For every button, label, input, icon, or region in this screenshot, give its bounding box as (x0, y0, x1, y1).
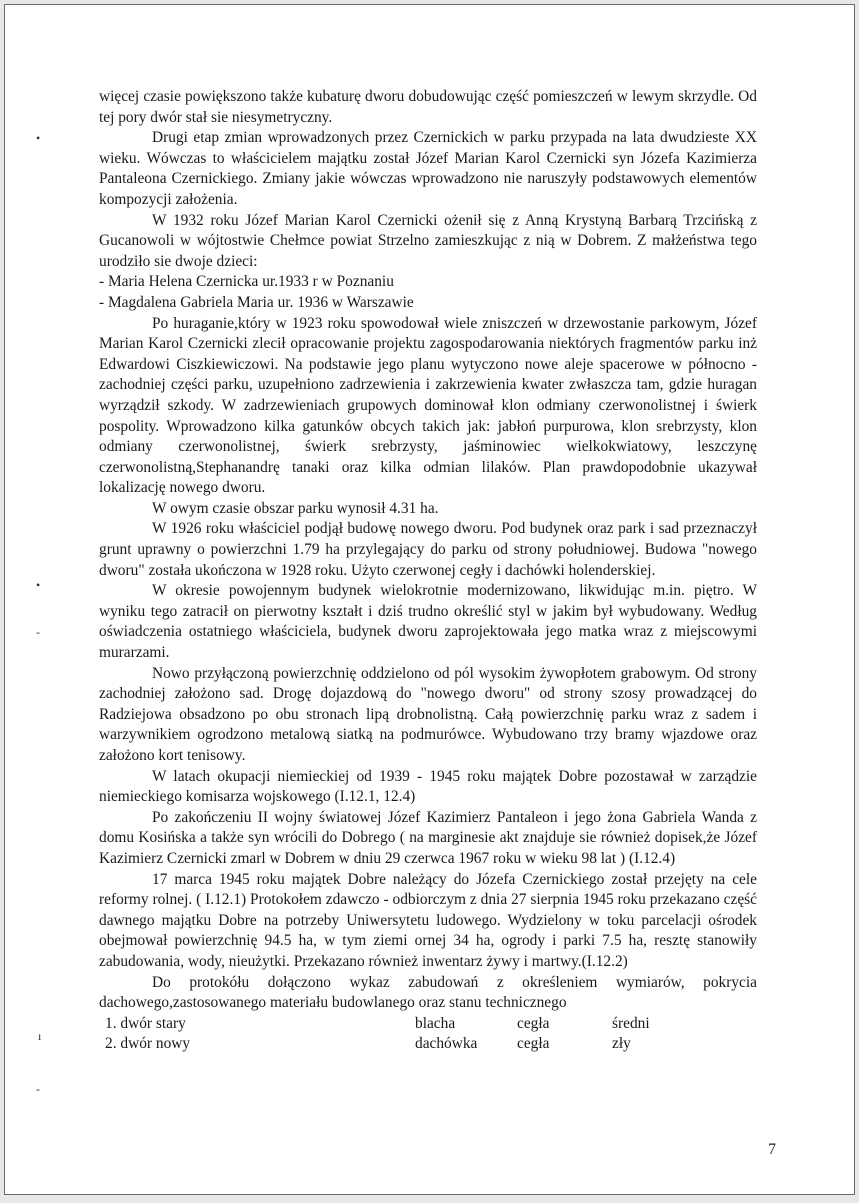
scan-speck: - (36, 1082, 40, 1096)
scan-speck: • (36, 578, 41, 592)
list-item: - Magdalena Gabriela Maria ur. 1936 w Warszawie (99, 293, 414, 311)
building-material: cegła (517, 1014, 550, 1032)
paragraph: W okresie powojennym budynek wielokrotnie modernizowano, likwidując m.in. piętro. W wyniku tego zatracił on pierwotny kształt i dziś trudno określić styl w jakim był wybudowany. Według oświadczenia ostatniego właściciela, budynek dworu zaprojektowała jego matka wraz z miejscowymi murarzami. (99, 582, 757, 662)
table-row (99, 1014, 650, 1035)
scan-speck: ı (38, 1029, 42, 1043)
scan-speck: • (36, 131, 41, 145)
roof-type: dachówka (415, 1035, 478, 1053)
paragraph: 17 marca 1945 roku majątek Dobre należący do Józefa Czernickiego został przejęty na cele reformy rolnej. ( I.12.1) Protokołem zdawczo - odbiorczym z dnia 27 sierpnia 1945 roku przekazano część dawnego majątku Dobre na potrzeby Uniwersytetu ludowego. Wydzielony w toku parcelacji ośrodek obejmował powierzchnię 94.5 ha, w tym ziemi ornej 34 ha, ogrody i parki 7.5 ha, resztę stanowiły zabudowania, wody, nieużytki. Przekazano również inwentarz żywy i martwy.(I.12.2) (99, 870, 757, 970)
paragraph: W owym czasie obszar parku wynosił 4.31 ha. (152, 499, 439, 517)
buildings-table (99, 1014, 650, 1055)
building-name: 1. dwór stary (105, 1014, 186, 1032)
list-item: - Maria Helena Czernicka ur.1933 r w Poznaniu (99, 273, 394, 291)
paragraph: Po zakończeniu II wojny światowej Józef Kazimierz Pantaleon i jego żona Gabriela Wanda z domu Kosińska a także syn wrócili do Dobrego ( na marginesie akt znajduje sie również dopisek,że Józef Kazimierz Czernicki zmarl w Dobrem w dniu 29 czerwca 1967 roku w wieku 98 lat ) (I.12.4) (99, 808, 757, 867)
paragraph: Nowo przyłączoną powierzchnię oddzielono od pól wysokim żywopłotem grabowym. Od strony zachodniej założono sad. Drogę dojazdową do "nowego dworu" od strony szosy prowadzącej do Radziejowa obsadzono po obu stronach lipą drobnolistną. Całą powierzchnię parku wraz z sadem i warzywnikiem ogrodzono metalową siatką na podmurówce. Wybudowano trzy bramy wjazdowe oraz założono kort tenisowy. (99, 664, 757, 764)
document-page (4, 4, 855, 1195)
paragraph: W 1932 roku Józef Marian Karol Czernicki ożenił się z Anną Krystyną Barbarą Trzcińską z Gucanowoli w wójtostwie Chełmce powiat Strzelno zamieszkując z nią w Dobrem. Z małżeństwa tego urodziło sie dwoje dzieci: (99, 211, 757, 270)
table-row (99, 1034, 650, 1055)
scan-speck: - (36, 625, 40, 639)
roof-type: blacha (415, 1014, 456, 1032)
paragraph: więcej czasie powiększono także kubaturę dworu dobudowując część pomieszczeń w lewym skrzydle. Od tej pory dwór stał sie niesymetryczny. (99, 88, 757, 126)
building-material: cegła (517, 1035, 550, 1053)
document-body (99, 87, 757, 1055)
paragraph: W latach okupacji niemieckiej od 1939 - 1945 roku majątek Dobre pozostawał w zarządzie niemieckiego komisarza wojskowego (I.12.1, 12.4) (99, 767, 757, 806)
technical-condition: średni (612, 1014, 650, 1032)
paragraph: W 1926 roku właściciel podjął budowę nowego dworu. Pod budynek oraz park i sad przeznaczył grunt uprawny o powierzchni 1.79 ha przylegający do parku od strony południowej. Budowa "nowego dworu" została ukończona w 1928 roku. Użyto czerwonej cegły i dachówki holenderskiej. (99, 520, 757, 579)
page-number: 7 (768, 1141, 776, 1158)
paragraph: Drugi etap zmian wprowadzonych przez Czernickich w parku przypada na lata dwudzieste XX wieku. Wówczas to właścicielem majątku został Józef Marian Karol Czernicki syn Józefa Kazimierza Pantaleona Czernickiego. Zmiany jakie wówczas wprowadzono nie naruszyły podstawowych elementów kompozycji założenia. (99, 129, 757, 208)
technical-condition: zły (612, 1035, 631, 1053)
paragraph: Do protokółu dołączono wykaz zabudowań z określeniem wymiarów, pokrycia dachowego,zastosowanego materiału budowlanego oraz stanu technicznego (99, 973, 757, 1012)
paragraph: Po huraganie,który w 1923 roku spowodował wiele zniszczeń w drzewostanie parkowym, Józef Marian Karol Czernicki zlecił opracowanie projektu zagospodarowania niektórych fragmentów parku inż Edwardowi Ciszkiewiczowi. Na podstawie jego planu wytyczono nowe aleje spacerowe w północno - zachodniej części parku, uzupełniono zadrzewienia i zakrzewienia kwater zwłaszcza tam, gdzie huragan wyrządził szkody. W zadrzewieniach grupowych dominował klon odmiany czerwonolistnej i świerk pospolity. Wprowadzono kilka gatunków obcych takich jak: jabłoń purpurowa, klon srebrzysty, klon odmiany czerwonolistnej, świerk srebrzysty, jaśminowiec wielkokwiatowy, leszczynę czerwonolistną,Stephanandrę tanaki oraz kilka odmian lilaków. Plan prawdopodobnie ukazywał lokalizację nowego dworu. (99, 314, 757, 497)
building-name: 2. dwór nowy (105, 1035, 191, 1053)
